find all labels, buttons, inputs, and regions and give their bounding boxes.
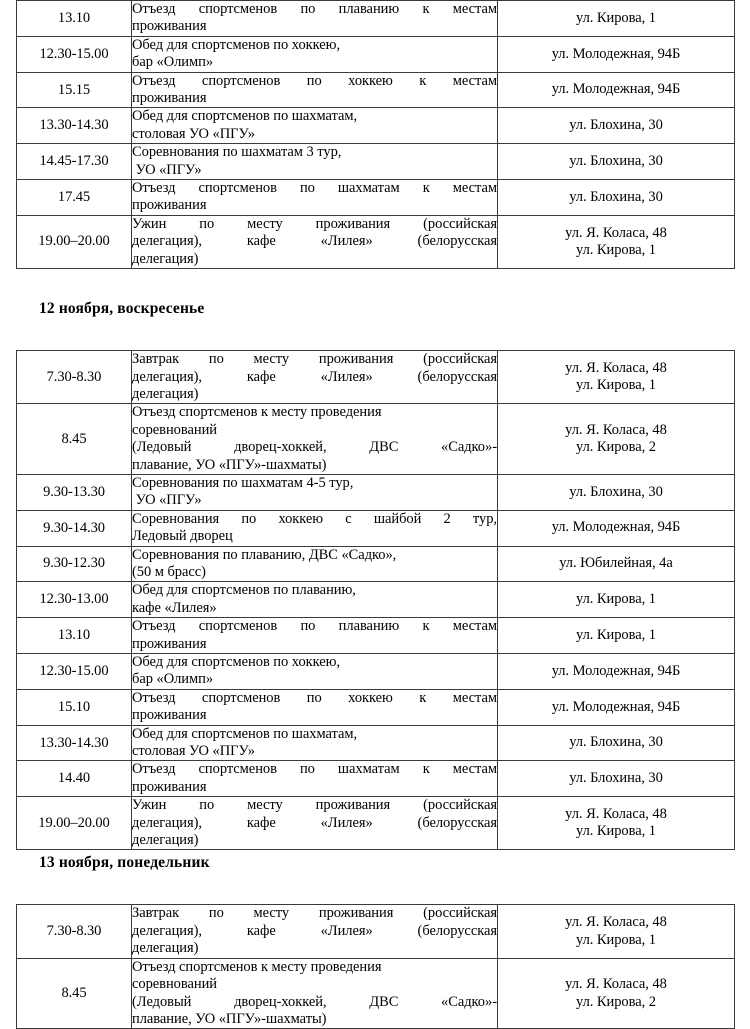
address-line: ул. Юбилейная, 4а: [559, 555, 673, 572]
schedule-table-day-1: [16, 0, 735, 269]
address-line: ул. Молодежная, 94Б: [551, 662, 681, 679]
description-line: Завтрак по месту проживания (российская: [132, 351, 497, 368]
address-line: ул. Я. Коласа, 48: [565, 976, 667, 993]
cell-time: [17, 905, 132, 958]
cell-time: [17, 725, 132, 761]
cell-description: [132, 180, 498, 216]
description-line: плавание, УО «ПГУ»-шахматы): [132, 1010, 327, 1027]
cell-time: [17, 36, 132, 72]
table-row: [17, 958, 735, 1029]
cell-address: [498, 144, 735, 180]
description-line: делегация), кафе «Лилея» (белорусская: [132, 233, 497, 250]
description-line: бар «Олимп»: [132, 54, 214, 71]
cell-address: [498, 404, 735, 475]
address-line: ул. Блохина, 30: [569, 734, 663, 751]
cell-time: [17, 474, 132, 510]
time-text: 12.30-13.00: [39, 591, 109, 608]
table-body-3: [17, 905, 735, 1029]
cell-address: [498, 72, 735, 108]
address-line: ул. Блохина, 30: [569, 483, 663, 500]
table-row: [17, 618, 735, 654]
time-text: 13.10: [57, 9, 91, 26]
description-line: плавание, УО «ПГУ»-шахматы): [132, 456, 327, 473]
cell-description: [132, 1, 498, 37]
cell-time: [17, 72, 132, 108]
cell-time: [17, 144, 132, 180]
cell-description: [132, 618, 498, 654]
cell-time: [17, 761, 132, 797]
table-row: [17, 36, 735, 72]
description-line: делегация): [132, 940, 199, 957]
table-row: [17, 180, 735, 216]
cell-address: [498, 689, 735, 725]
description-line: делегация): [132, 250, 199, 267]
time-text: 9.30-13.30: [43, 483, 105, 500]
description-line: Отъезд спортсменов по плаванию к местам: [132, 1, 497, 17]
address-line: ул. Я. Коласа, 48: [565, 359, 667, 376]
cell-address: [498, 582, 735, 618]
table-row: [17, 72, 735, 108]
address-line: ул. Кирова, 1: [576, 931, 656, 948]
cell-time: [17, 546, 132, 582]
description-line: делегация), кафе «Лилея» (белорусская: [132, 922, 497, 939]
date-heading-12-november: 12 ноября, воскресенье: [39, 300, 205, 318]
time-text: 12.30-15.00: [39, 45, 109, 62]
table-row: [17, 215, 735, 268]
cell-address: [498, 510, 735, 546]
cell-address: [498, 654, 735, 690]
description-line: столовая УО «ПГУ»: [132, 743, 256, 760]
cell-description: [132, 725, 498, 761]
date-heading-13-november: 13 ноября, понедельник: [39, 854, 210, 872]
address-line: ул. Молодежная, 94Б: [551, 698, 681, 715]
cell-time: [17, 582, 132, 618]
cell-time: [17, 618, 132, 654]
cell-time: [17, 689, 132, 725]
description-line: УО «ПГУ»: [132, 492, 202, 509]
cell-description: [132, 36, 498, 72]
cell-address: [498, 108, 735, 144]
schedule-table-day-2: [16, 350, 735, 850]
table-row: [17, 351, 735, 404]
description-line: Соревнования по хоккею с шайбой 2 тур,: [132, 510, 497, 527]
time-text: 7.30-8.30: [46, 368, 102, 385]
description-line: Отъезд спортсменов по хоккею к местам: [132, 689, 497, 706]
table-body-1: [17, 1, 735, 269]
cell-description: [132, 108, 498, 144]
cell-address: [498, 905, 735, 958]
table-row: [17, 1, 735, 37]
cell-address: [498, 36, 735, 72]
table-row: [17, 546, 735, 582]
time-text: 17.45: [57, 188, 91, 205]
table-row: [17, 108, 735, 144]
address-line: ул. Кирова, 1: [576, 591, 656, 608]
cell-time: [17, 958, 132, 1029]
table-row: [17, 725, 735, 761]
description-line: Ужин по месту проживания (российская: [132, 797, 497, 814]
cell-address: [498, 725, 735, 761]
cell-address: [498, 546, 735, 582]
cell-time: [17, 108, 132, 144]
description-line: Завтрак по месту проживания (российская: [132, 905, 497, 922]
cell-description: [132, 215, 498, 268]
description-line: делегация): [132, 385, 199, 402]
cell-address: [498, 797, 735, 850]
schedule-table-day-3: [16, 904, 735, 1029]
address-line: ул. Я. Коласа, 48: [565, 805, 667, 822]
cell-description: [132, 546, 498, 582]
cell-description: [132, 905, 498, 958]
address-line: ул. Молодежная, 94Б: [551, 45, 681, 62]
cell-time: [17, 797, 132, 850]
description-line: проживания: [132, 197, 207, 214]
description-line: Ужин по месту проживания (российская: [132, 215, 497, 232]
time-text: 14.40: [57, 770, 91, 787]
description-line: (Ледовый дворец-хоккей, ДВС «Садко»-: [132, 439, 497, 456]
description-line: (Ледовый дворец-хоккей, ДВС «Садко»-: [132, 993, 497, 1010]
description-line: проживания: [132, 18, 207, 35]
table-row: [17, 905, 735, 958]
spacer: [0, 269, 750, 300]
cell-description: [132, 404, 498, 475]
cell-description: [132, 654, 498, 690]
description-line: делегация): [132, 832, 199, 849]
description-line: Обед для спортсменов по хоккею,: [132, 36, 341, 53]
time-text: 19.00–20.00: [38, 233, 110, 250]
time-text: 13.30-14.30: [39, 117, 109, 134]
description-line: проживания: [132, 707, 207, 724]
cell-time: [17, 351, 132, 404]
cell-address: [498, 761, 735, 797]
address-line: ул. Кирова, 1: [576, 823, 656, 840]
time-text: 14.45-17.30: [39, 153, 109, 170]
description-line: (50 м брасс): [132, 563, 206, 580]
description-line: Отъезд спортсменов по шахматам к местам: [132, 180, 497, 197]
cell-time: [17, 404, 132, 475]
time-text: 8.45: [61, 430, 87, 447]
address-line: ул. Я. Коласа, 48: [565, 421, 667, 438]
cell-description: [132, 72, 498, 108]
description-line: УО «ПГУ»: [132, 161, 202, 178]
table-row: [17, 582, 735, 618]
table-row: [17, 510, 735, 546]
address-line: ул. Блохина, 30: [569, 188, 663, 205]
cell-description: [132, 797, 498, 850]
cell-address: [498, 1, 735, 37]
description-line: бар «Олимп»: [132, 671, 214, 688]
description-line: соревнований: [132, 976, 217, 993]
cell-time: [17, 1, 132, 37]
address-line: ул. Блохина, 30: [569, 770, 663, 787]
time-text: 13.10: [57, 627, 91, 644]
time-text: 12.30-15.00: [39, 662, 109, 679]
description-line: делегация), кафе «Лилея» (белорусская: [132, 814, 497, 831]
spacer: [0, 318, 750, 350]
table-row: [17, 689, 735, 725]
cell-description: [132, 144, 498, 180]
table-row: [17, 761, 735, 797]
description-line: Отъезд спортсменов по плаванию к местам: [132, 618, 497, 635]
cell-address: [498, 618, 735, 654]
address-line: ул. Молодежная, 94Б: [551, 519, 681, 536]
cell-address: [498, 958, 735, 1029]
cell-address: [498, 474, 735, 510]
cell-time: [17, 215, 132, 268]
cell-description: [132, 510, 498, 546]
cell-address: [498, 180, 735, 216]
description-line: Отъезд спортсменов к месту проведения: [132, 958, 382, 975]
table-row: [17, 144, 735, 180]
description-line: Соревнования по шахматам 4-5 тур,: [132, 474, 354, 491]
cell-description: [132, 474, 498, 510]
address-line: ул. Кирова, 1: [576, 9, 656, 26]
address-line: ул. Кирова, 1: [576, 241, 656, 258]
spacer: [0, 872, 750, 904]
cell-description: [132, 689, 498, 725]
address-line: ул. Кирова, 2: [576, 439, 656, 456]
cell-description: [132, 351, 498, 404]
time-text: 19.00–20.00: [38, 814, 110, 831]
cell-time: [17, 654, 132, 690]
description-line: кафе «Лилея»: [132, 599, 217, 616]
time-text: 15.10: [57, 698, 91, 715]
cell-description: [132, 958, 498, 1029]
description-line: Отъезд спортсменов по хоккею к местам: [132, 72, 497, 89]
cell-description: [132, 582, 498, 618]
address-line: ул. Кирова, 1: [576, 626, 656, 643]
description-line: Обед для спортсменов по хоккею,: [132, 654, 341, 670]
address-line: ул. Блохина, 30: [569, 117, 663, 134]
cell-time: [17, 180, 132, 216]
description-line: столовая УО «ПГУ»: [132, 125, 256, 142]
address-line: ул. Я. Коласа, 48: [565, 914, 667, 931]
time-text: 9.30-12.30: [43, 555, 105, 572]
description-line: Соревнования по шахматам 3 тур,: [132, 144, 342, 161]
table-row: [17, 654, 735, 690]
description-line: проживания: [132, 635, 207, 652]
time-text: 9.30-14.30: [43, 519, 105, 536]
cell-time: [17, 510, 132, 546]
time-text: 8.45: [61, 985, 87, 1001]
address-line: ул. Я. Коласа, 48: [565, 224, 667, 241]
table-row: [17, 797, 735, 850]
address-line: ул. Молодежная, 94Б: [551, 81, 681, 98]
table-row: [17, 474, 735, 510]
description-line: делегация), кафе «Лилея» (белорусская: [132, 368, 497, 385]
table-row: [17, 404, 735, 475]
address-line: ул. Кирова, 1: [576, 377, 656, 394]
time-text: 13.30-14.30: [39, 734, 109, 751]
description-line: Обед для спортсменов по плаванию,: [132, 582, 356, 599]
time-text: 7.30-8.30: [46, 923, 102, 940]
time-text: 15.15: [57, 81, 91, 98]
description-line: Обед для спортсменов по шахматам,: [132, 725, 358, 742]
description-line: Соревнования по плаванию, ДВС «Садко»,: [132, 546, 397, 563]
cell-description: [132, 761, 498, 797]
table-body-2: [17, 351, 735, 850]
address-line: ул. Блохина, 30: [569, 152, 663, 169]
description-line: соревнований: [132, 421, 217, 438]
cell-address: [498, 351, 735, 404]
description-line: проживания: [132, 778, 207, 795]
description-line: проживания: [132, 90, 207, 107]
address-line: ул. Кирова, 2: [576, 993, 656, 1010]
description-line: Отъезд спортсменов по шахматам к местам: [132, 761, 497, 778]
description-line: Обед для спортсменов по шахматам,: [132, 108, 358, 125]
description-line: Отъезд спортсменов к месту проведения: [132, 404, 382, 421]
cell-address: [498, 215, 735, 268]
description-line: Ледовый дворец: [132, 528, 233, 545]
